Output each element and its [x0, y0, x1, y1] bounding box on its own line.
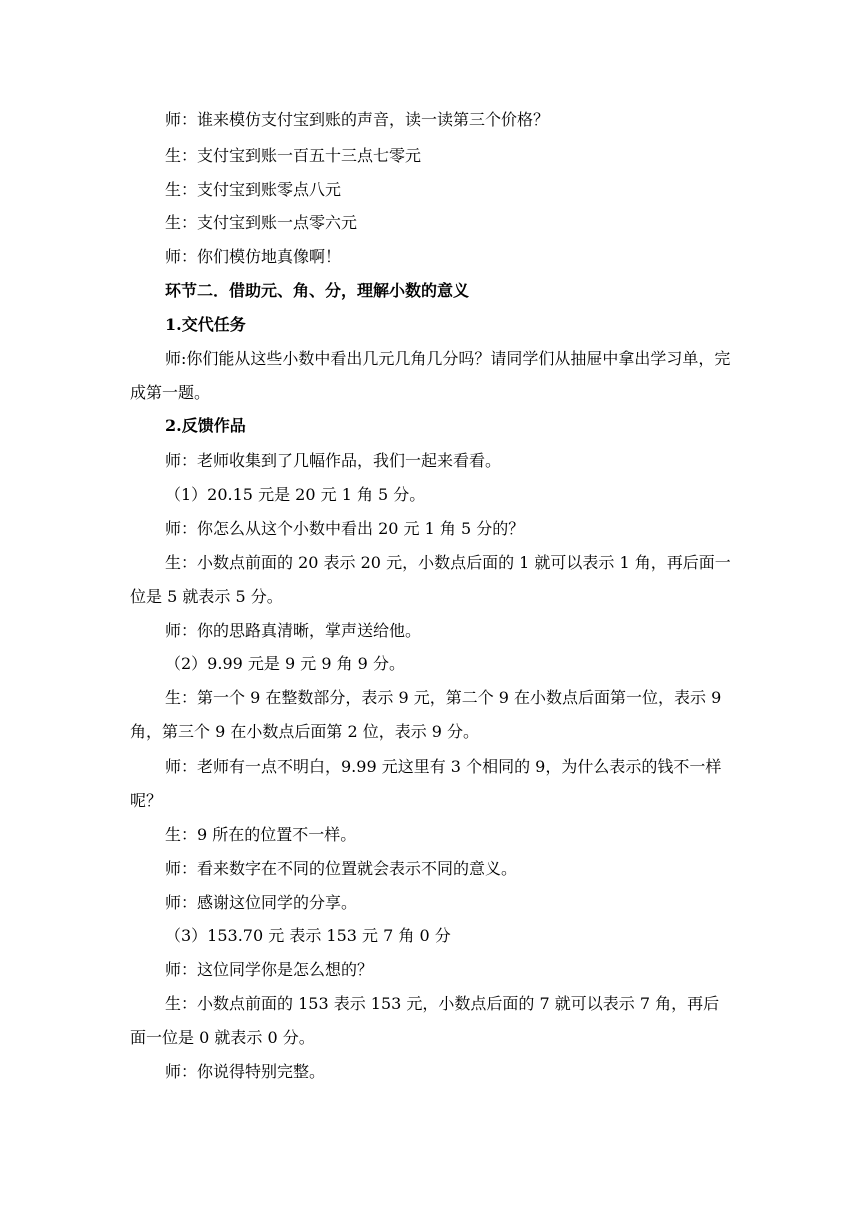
dialogue-line: 生：支付宝到账一点零六元: [165, 213, 358, 232]
dialogue-line: 师:你们能从这些小数中看出几元几角几分吗？请同学们从抽屉中拿出学习单，完成第一题。: [130, 349, 731, 402]
dialogue-line: 生：第一个 9 在整数部分，表示 9 元，第二个 9 在小数点后面第一位，表示 9 角，第三个 9 在小数点后面第 2 位，表示 9 分。: [130, 688, 722, 741]
dialogue-line: 生：小数点前面的 153 表示 153 元，小数点后面的 7 就可以表示 7 角，再后面一位是 0 就表示 0 分。: [130, 994, 720, 1047]
example-line: （3）153.70 元 表示 153 元 7 角 0 分: [165, 926, 451, 945]
subsection-heading: 1.交代任务: [165, 315, 246, 334]
dialogue-line: 师：老师有一点不明白，9.99 元这里有 3 个相同的 9，为什么表示的钱不一样呢？: [130, 757, 722, 810]
example-line: （1）20.15 元是 20 元 1 角 5 分。: [165, 485, 426, 504]
dialogue-line: 师：你的思路真清晰，掌声送给他。: [165, 621, 422, 640]
dialogue-line: 生：支付宝到账零点八元: [165, 180, 342, 199]
dialogue-line: 师：谁来模仿支付宝到账的声音，读一读第三个价格？: [165, 110, 550, 129]
dialogue-line: 生：小数点前面的 20 表示 20 元，小数点后面的 1 就可以表示 1 角，再后面一位是 5 就表示 5 分。: [130, 553, 731, 606]
section-heading: 环节二．借助元、角、分，理解小数的意义: [165, 281, 470, 300]
example-line: （2）9.99 元是 9 元 9 角 9 分。: [165, 654, 405, 673]
dialogue-line: 师：看来数字在不同的位置就会表示不同的意义。: [165, 859, 518, 878]
dialogue-line: 师：你说得特别完整。: [165, 1062, 326, 1081]
dialogue-line: 生：9 所在的位置不一样。: [165, 825, 357, 844]
dialogue-line: 师：感谢这位同学的分享。: [165, 893, 358, 912]
dialogue-line: 师：你们模仿地真像啊！: [165, 247, 342, 266]
dialogue-line: 师：老师收集到了几幅作品，我们一起来看看。: [165, 451, 502, 470]
dialogue-line: 师：这位同学你是怎么想的？: [165, 960, 374, 979]
dialogue-line: 师：你怎么从这个小数中看出 20 元 1 角 5 分的？: [165, 519, 525, 538]
dialogue-line: 生：支付宝到账一百五十三点七零元: [165, 146, 422, 165]
subsection-heading: 2.反馈作品: [165, 416, 246, 435]
